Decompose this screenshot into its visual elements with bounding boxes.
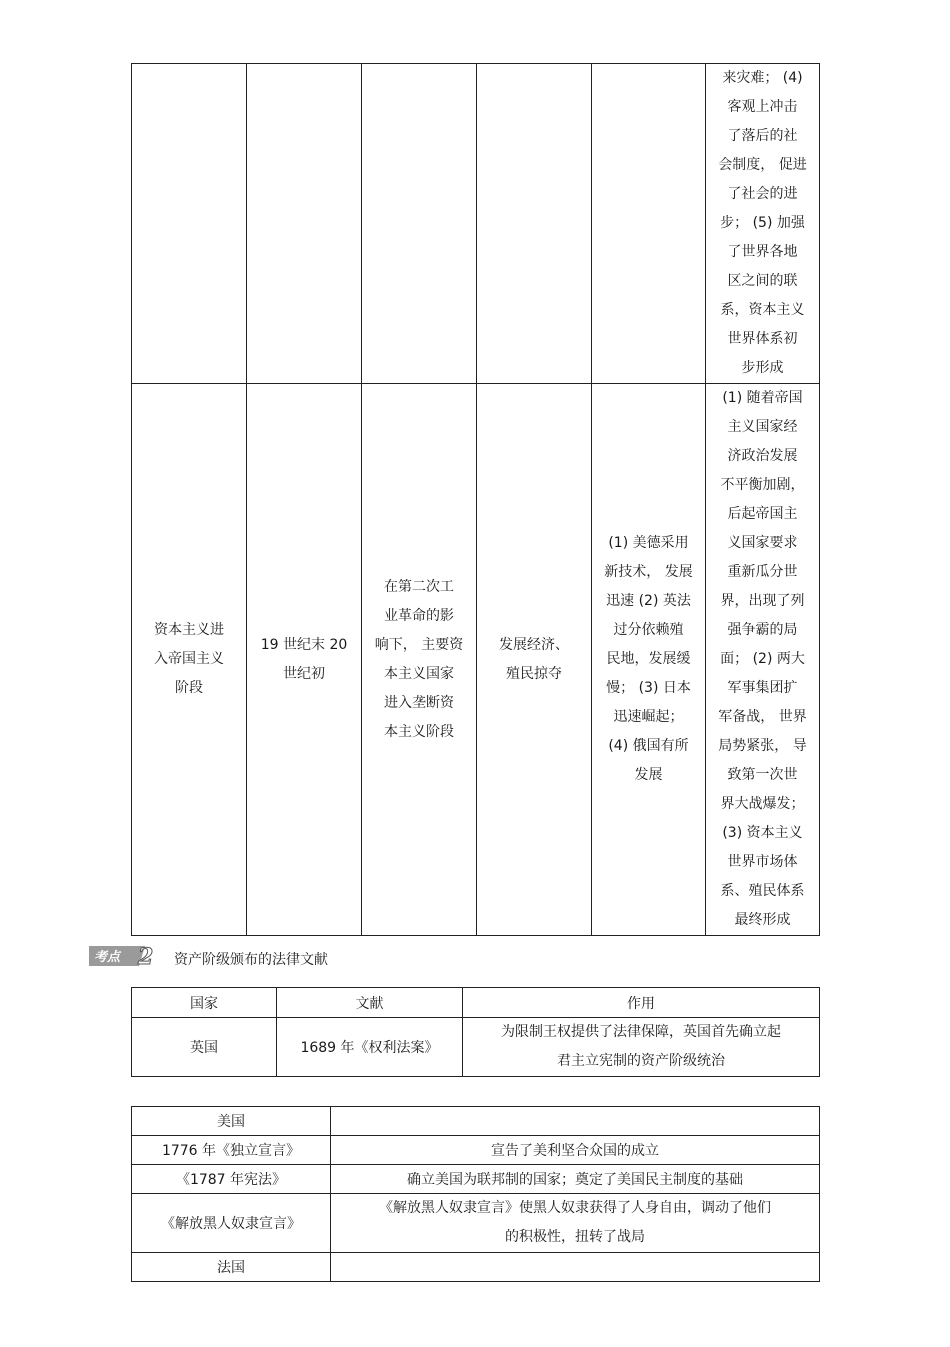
table-cell bbox=[247, 384, 362, 936]
table-row bbox=[132, 1136, 820, 1165]
header-country: 国家 bbox=[132, 988, 277, 1018]
table-row bbox=[132, 1107, 820, 1136]
effect-cell bbox=[463, 1018, 820, 1077]
table-header-row bbox=[132, 988, 820, 1018]
table-row bbox=[132, 384, 820, 936]
document-cell: 1776 年《独立宣言》 bbox=[132, 1136, 331, 1165]
country-cell: 美国 bbox=[132, 1107, 331, 1136]
table-cell bbox=[362, 64, 477, 384]
stage-means: 发展经济、 殖民掠夺 bbox=[499, 636, 569, 682]
impact-text: 来灾难； (4) 客观上冲击 了落后的社 会制度， 促进 了社会的进 步； (5) 加强 了世界各地 区之间的联 系，资本主义 世界体系初 步形成 bbox=[718, 70, 807, 376]
table-cell bbox=[247, 64, 362, 384]
table-cell bbox=[706, 64, 820, 384]
table-cell bbox=[592, 64, 706, 384]
stage-features: (1) 美德采用 新技术， 发展 迅速 (2) 英法 过分依赖殖 民地，发展缓 慢； (3) 日本 迅速崛起； (4) 俄国有所 发展 bbox=[604, 535, 693, 783]
table-row bbox=[132, 64, 820, 384]
table-row bbox=[132, 1018, 820, 1077]
effect-text: 《解放黑人奴隶宣言》使黑人奴隶获得了人身自由，调动了他们 的积极性，扭转了战局 bbox=[379, 1200, 771, 1245]
effect-text: 为限制王权提供了法律保障，英国首先确立起 君主立宪制的资产阶级统治 bbox=[501, 1024, 781, 1069]
table-row bbox=[132, 1165, 820, 1194]
impact-text: (1) 随着帝国 主义国家经 济政治发展 不平衡加剧， 后起帝国主 义国家要求 重新瓜分世 界，出现了列 强争霸的局 面； (2) 两大 军事集团扩 军备战， 世界 局势紧张， 导 致第一次世 界大战爆发； (3) 资本主义 世界市场体 系、殖民体系 最终形成 bbox=[718, 390, 807, 928]
header-document: 文献 bbox=[277, 988, 463, 1018]
country-cell: 法国 bbox=[132, 1253, 331, 1282]
document-cell: 《解放黑人奴隶宣言》 bbox=[132, 1194, 331, 1253]
effect-cell bbox=[331, 1107, 820, 1136]
law-table-us bbox=[131, 1106, 820, 1282]
table-cell bbox=[132, 64, 247, 384]
table-cell bbox=[132, 384, 247, 936]
stage-name: 资本主义进 入帝国主义 阶段 bbox=[154, 622, 224, 696]
effect-cell bbox=[331, 1253, 820, 1282]
table-row bbox=[132, 1253, 820, 1282]
table-row bbox=[132, 1194, 820, 1253]
document-cell: 《1787 年宪法》 bbox=[132, 1165, 331, 1194]
kaodian-badge bbox=[89, 944, 157, 968]
law-table-uk bbox=[131, 987, 820, 1077]
document-cell: 1689 年《权利法案》 bbox=[277, 1018, 463, 1077]
stage-time: 19 世纪末 20 世纪初 bbox=[260, 636, 348, 682]
table-cell bbox=[477, 64, 592, 384]
table-cell bbox=[362, 384, 477, 936]
badge-number: 2 bbox=[138, 944, 154, 968]
stage-background: 在第二次工 业革命的影 响下， 主要资 本主义国家 进入垄断资 本主义阶段 bbox=[374, 578, 464, 740]
table-cell bbox=[592, 384, 706, 936]
effect-cell: 宣告了美利坚合众国的成立 bbox=[331, 1136, 820, 1165]
stage-table bbox=[131, 63, 820, 936]
header-effect: 作用 bbox=[463, 988, 820, 1018]
badge-label: 考点 bbox=[94, 950, 121, 965]
country-cell: 英国 bbox=[132, 1018, 277, 1077]
effect-cell bbox=[331, 1194, 820, 1253]
table-cell bbox=[477, 384, 592, 936]
table-cell bbox=[706, 384, 820, 936]
section-title: 资产阶级颁布的法律文献 bbox=[174, 952, 328, 968]
effect-cell: 确立美国为联邦制的国家；奠定了美国民主制度的基础 bbox=[331, 1165, 820, 1194]
